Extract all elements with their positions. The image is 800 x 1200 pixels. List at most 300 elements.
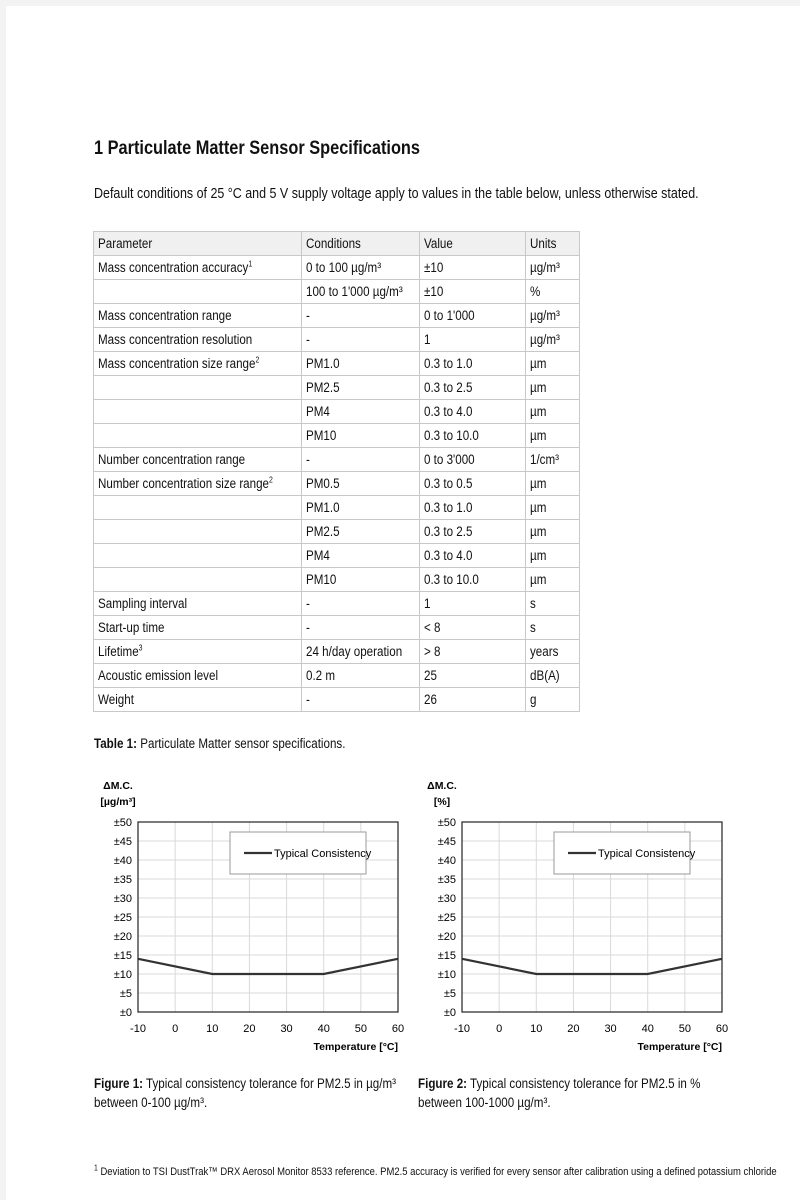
table-row <box>94 424 580 448</box>
table-cell-unit <box>525 688 579 712</box>
y-tick-label: ±5 <box>443 988 456 1000</box>
value-text <box>424 380 472 395</box>
param-text <box>98 476 273 491</box>
param-value: Mass concentration range <box>98 308 232 323</box>
value-value: 0.3 to 4.0 <box>423 404 473 419</box>
unit-value: µm <box>529 524 547 539</box>
table-cell-cond <box>302 448 419 472</box>
y-tick-label: ±45 <box>113 836 132 848</box>
table-header-cell <box>302 232 419 256</box>
x-tick-label: 50 <box>354 1023 367 1035</box>
table-cell-param <box>94 496 302 520</box>
legend-label: Typical Consistency <box>598 848 696 860</box>
x-tick-label: 60 <box>391 1023 405 1035</box>
table-row <box>94 256 580 280</box>
unit-value: 1/cm³ <box>529 452 559 467</box>
y-tick-label: ±20 <box>437 931 456 943</box>
footnote-mark: 1 <box>94 1163 98 1173</box>
cond-value: PM10 <box>306 428 337 443</box>
table-cell-unit <box>525 400 579 424</box>
section-heading: 1 Particulate Matter Sensor Specifications <box>94 138 421 159</box>
figure-2-text-line2: between 100-1000 µg/m³. <box>418 1095 551 1110</box>
table-cell-unit <box>525 616 579 640</box>
x-tick-label: -10 <box>130 1023 146 1035</box>
y-tick-label: ±35 <box>437 874 456 886</box>
header-text: Parameter <box>98 236 153 251</box>
cond-text <box>306 644 402 659</box>
param-text <box>98 332 252 347</box>
value-text <box>424 428 479 443</box>
table-cell-value <box>419 304 525 328</box>
param-value: Mass concentration accuracy <box>98 260 249 275</box>
value-value: 0.3 to 1.0 <box>423 356 473 371</box>
figure-2-caption <box>418 1074 700 1112</box>
table-row <box>94 520 580 544</box>
unit-value: µg/m³ <box>529 260 560 275</box>
table-row <box>94 448 580 472</box>
table-cell-cond <box>302 352 419 376</box>
footnote-ref: 2 <box>255 355 260 365</box>
table-cell-cond <box>302 400 419 424</box>
x-tick-label: 10 <box>530 1023 543 1035</box>
table-cell-unit <box>525 256 579 280</box>
cond-value: - <box>306 452 311 467</box>
table-cell-value <box>419 640 525 664</box>
cond-text <box>306 476 340 491</box>
cond-text <box>306 452 310 467</box>
table-row <box>94 496 580 520</box>
param-value: Mass concentration resolution <box>98 332 253 347</box>
value-value: 26 <box>423 692 437 707</box>
param-text <box>98 668 218 683</box>
y-axis-label: ΔM.C. <box>427 780 457 792</box>
cond-text <box>306 380 340 395</box>
y-tick-label: ±50 <box>113 817 132 829</box>
table-cell-param <box>94 616 302 640</box>
y-tick-label: ±35 <box>113 874 132 886</box>
unit-text <box>530 428 546 443</box>
value-value: 0.3 to 2.5 <box>423 524 473 539</box>
value-text <box>424 692 437 707</box>
x-tick-label: 30 <box>604 1023 617 1035</box>
x-tick-label: 40 <box>317 1023 330 1035</box>
figure-1-text: Typical consistency tolerance for PM2.5 in µg/m³ <box>143 1076 397 1091</box>
table-cell-unit <box>525 328 579 352</box>
table-cell-param <box>94 568 302 592</box>
table-cell-value <box>419 496 525 520</box>
x-tick-label: 10 <box>206 1023 219 1035</box>
table-cell-param <box>94 376 302 400</box>
cond-text <box>306 620 310 635</box>
table-cell-param <box>94 304 302 328</box>
unit-value: µm <box>529 356 547 371</box>
y-axis-unit: [%] <box>433 796 451 808</box>
table-cell-unit <box>525 304 579 328</box>
unit-text <box>530 596 536 611</box>
table-cell-cond <box>302 424 419 448</box>
footnote-ref: 2 <box>269 475 273 485</box>
table-cell-cond <box>302 376 419 400</box>
table-cell-param <box>94 400 302 424</box>
table-row <box>94 328 580 352</box>
header-text: Units <box>529 236 557 251</box>
cond-text <box>306 548 330 563</box>
value-value: 0.3 to 1.0 <box>423 500 473 515</box>
value-value: ±10 <box>423 260 444 275</box>
table-row <box>94 304 580 328</box>
unit-text <box>530 500 546 515</box>
header-text: Value <box>423 236 453 251</box>
table-cell-value <box>419 664 525 688</box>
table-cell-param <box>94 688 302 712</box>
cond-value: 0.2 m <box>306 668 336 683</box>
unit-value: µm <box>529 404 547 419</box>
table-cell-cond <box>302 520 419 544</box>
table-cell-value <box>419 376 525 400</box>
cond-text <box>306 572 336 587</box>
cond-value: PM10 <box>306 572 337 587</box>
table-caption-text: Particulate Matter sensor specifications. <box>137 736 346 751</box>
table-row <box>94 376 580 400</box>
figure-1-text-line2: between 0-100 µg/m³. <box>94 1095 208 1110</box>
unit-value: µm <box>529 548 547 563</box>
unit-value: µm <box>529 476 547 491</box>
unit-text <box>530 284 540 299</box>
spec-table <box>93 231 580 712</box>
unit-text <box>530 548 546 563</box>
table-header-cell <box>419 232 525 256</box>
cond-text <box>306 260 381 275</box>
param-text <box>98 620 164 635</box>
table-cell-cond <box>302 496 419 520</box>
param-value: Number concentration size range <box>98 476 270 491</box>
figure-2-text: Typical consistency tolerance for PM2.5 in % <box>467 1076 701 1091</box>
table-row <box>94 568 580 592</box>
value-text <box>424 332 430 347</box>
param-value: Weight <box>98 692 134 707</box>
table-cell-value <box>419 688 525 712</box>
unit-text <box>530 260 560 275</box>
param-text <box>98 452 245 467</box>
value-value: < 8 <box>423 620 441 635</box>
unit-value: µg/m³ <box>529 332 560 347</box>
cond-value: PM4 <box>306 404 331 419</box>
value-value: 0.3 to 0.5 <box>423 476 473 491</box>
footnote <box>94 1163 777 1178</box>
unit-value: s <box>529 596 536 611</box>
cond-text <box>306 500 340 515</box>
figure-1-label: Figure 1: <box>94 1076 144 1091</box>
value-value: 0 to 3'000 <box>423 452 475 467</box>
cond-value: PM2.5 <box>306 380 340 395</box>
table-cell-param <box>94 592 302 616</box>
value-value: 0.3 to 10.0 <box>423 428 479 443</box>
param-text <box>98 692 134 707</box>
table-header-row <box>94 232 580 256</box>
header-text: Conditions <box>306 236 362 251</box>
series-line-typical-consistency <box>462 959 722 974</box>
param-text <box>98 356 259 371</box>
unit-value: % <box>529 284 541 299</box>
table-cell-value <box>419 568 525 592</box>
value-text <box>424 476 472 491</box>
table-cell-cond <box>302 280 419 304</box>
value-text <box>424 524 472 539</box>
table-cell-value <box>419 448 525 472</box>
cond-text <box>306 356 340 371</box>
cond-text <box>306 404 330 419</box>
unit-text <box>530 404 546 419</box>
table-cell-value <box>419 424 525 448</box>
param-value: Sampling interval <box>98 596 188 611</box>
unit-text <box>530 524 546 539</box>
table-cell-param <box>94 472 302 496</box>
value-text <box>424 548 472 563</box>
footnote-text: Deviation to TSI DustTrak™ DRX Aerosol Monitor 8533 reference. PM2.5 accuracy is verified for every sensor after calibration using a defined potassium chloride <box>97 1166 777 1178</box>
table-cell-cond <box>302 688 419 712</box>
table-cell-value <box>419 592 525 616</box>
cond-value: 0 to 100 µg/m³ <box>306 260 382 275</box>
table-cell-unit <box>525 496 579 520</box>
unit-text <box>530 644 558 659</box>
table-cell-value <box>419 256 525 280</box>
table-cell-cond <box>302 592 419 616</box>
unit-value: µm <box>529 572 547 587</box>
cond-value: - <box>306 692 311 707</box>
y-tick-label: ±15 <box>113 950 132 962</box>
table-cell-cond <box>302 256 419 280</box>
table-cell-value <box>419 400 525 424</box>
table-cell-cond <box>302 472 419 496</box>
table-cell-unit <box>525 376 579 400</box>
table-cell-value <box>419 616 525 640</box>
param-value: Acoustic emission level <box>98 668 219 683</box>
value-text <box>424 500 472 515</box>
table-cell-value <box>419 472 525 496</box>
value-text <box>424 452 475 467</box>
y-tick-label: ±30 <box>113 893 132 905</box>
unit-text <box>530 380 546 395</box>
value-value: 1 <box>423 332 431 347</box>
param-text <box>98 644 142 659</box>
legend-label: Typical Consistency <box>274 848 372 860</box>
table-header-cell <box>94 232 302 256</box>
x-tick-label: 50 <box>678 1023 691 1035</box>
table-row <box>94 640 580 664</box>
table-cell-unit <box>525 472 579 496</box>
param-text <box>98 308 232 323</box>
x-tick-label: 0 <box>172 1023 179 1035</box>
unit-text <box>530 692 536 707</box>
table-row <box>94 592 580 616</box>
value-value: 0.3 to 10.0 <box>423 572 479 587</box>
footnote-ref: 1 <box>248 259 253 269</box>
table-cell-unit <box>525 568 579 592</box>
table-cell-cond <box>302 616 419 640</box>
cond-text <box>306 524 340 539</box>
footnote-ref: 3 <box>138 643 143 653</box>
y-tick-label: ±5 <box>119 988 132 1000</box>
value-text <box>424 404 472 419</box>
param-value: Mass concentration size range <box>98 356 256 371</box>
unit-text <box>530 356 546 371</box>
x-axis-label: Temperature [°C] <box>637 1041 722 1053</box>
value-text <box>424 620 440 635</box>
value-value: ±10 <box>423 284 444 299</box>
table-cell-unit <box>525 424 579 448</box>
value-text <box>424 668 437 683</box>
table-cell-value <box>419 352 525 376</box>
x-tick-label: 60 <box>715 1023 729 1035</box>
table-cell-param <box>94 640 302 664</box>
unit-value: µm <box>529 380 547 395</box>
table-cell-unit <box>525 448 579 472</box>
table-cell-param <box>94 328 302 352</box>
unit-text <box>530 572 546 587</box>
table-cell-param <box>94 448 302 472</box>
param-value: Start-up time <box>98 620 165 635</box>
unit-text <box>530 332 560 347</box>
cond-value: PM1.0 <box>306 500 340 515</box>
series-line-typical-consistency <box>138 959 398 974</box>
value-value: 0.3 to 2.5 <box>423 380 473 395</box>
table-row <box>94 352 580 376</box>
cond-value: PM2.5 <box>306 524 340 539</box>
table-row <box>94 688 580 712</box>
cond-text <box>306 692 310 707</box>
y-tick-label: ±25 <box>113 912 132 924</box>
table-cell-value <box>419 280 525 304</box>
param-value: Lifetime <box>98 644 139 659</box>
cond-text <box>306 308 310 323</box>
cond-value: 100 to 1'000 µg/m³ <box>306 284 404 299</box>
y-tick-label: ±0 <box>443 1007 456 1019</box>
table-cell-param <box>94 280 302 304</box>
unit-text <box>530 452 559 467</box>
value-text <box>424 260 443 275</box>
unit-value: µm <box>529 428 547 443</box>
table-cell-cond <box>302 328 419 352</box>
y-tick-label: ±10 <box>113 969 132 981</box>
cond-value: - <box>306 308 311 323</box>
y-tick-label: ±50 <box>437 817 456 829</box>
table-cell-unit <box>525 544 579 568</box>
table-row <box>94 664 580 688</box>
value-value: 25 <box>423 668 437 683</box>
value-text <box>424 356 472 371</box>
y-tick-label: ±15 <box>437 950 456 962</box>
table-cell-unit <box>525 280 579 304</box>
cond-value: PM0.5 <box>306 476 340 491</box>
unit-text <box>530 620 536 635</box>
cond-text <box>306 284 403 299</box>
table-cell-param <box>94 352 302 376</box>
figure-2-chart <box>414 770 754 1070</box>
unit-value: µg/m³ <box>529 308 560 323</box>
table-cell-value <box>419 520 525 544</box>
figure-2-label: Figure 2: <box>418 1076 468 1091</box>
x-tick-label: 0 <box>496 1023 503 1035</box>
x-tick-label: 20 <box>243 1023 256 1035</box>
param-text <box>98 596 187 611</box>
cond-value: - <box>306 596 311 611</box>
unit-text <box>530 476 546 491</box>
y-axis-label: ΔM.C. <box>103 780 133 792</box>
table-cell-param <box>94 544 302 568</box>
y-tick-label: ±30 <box>437 893 456 905</box>
table-cell-unit <box>525 664 579 688</box>
table-cell-unit <box>525 520 579 544</box>
param-value: Number concentration range <box>98 452 246 467</box>
x-tick-label: 30 <box>280 1023 293 1035</box>
document-page <box>6 6 800 1200</box>
y-tick-label: ±40 <box>437 855 456 867</box>
cond-value: - <box>306 620 311 635</box>
unit-text <box>530 668 560 683</box>
cond-value: 24 h/day operation <box>306 644 403 659</box>
table-cell-param <box>94 424 302 448</box>
cond-text <box>306 428 336 443</box>
figure-1-caption <box>94 1074 396 1112</box>
table-cell-cond <box>302 544 419 568</box>
cond-text <box>306 596 310 611</box>
table-cell-unit <box>525 352 579 376</box>
unit-value: g <box>529 692 537 707</box>
table-cell-param <box>94 256 302 280</box>
y-tick-label: ±25 <box>437 912 456 924</box>
value-value: 1 <box>423 596 431 611</box>
cond-text <box>306 332 310 347</box>
figure-1-chart <box>90 770 430 1070</box>
y-tick-label: ±0 <box>119 1007 132 1019</box>
unit-value: µm <box>529 500 547 515</box>
intro-paragraph: Default conditions of 25 °C and 5 V supply voltage apply to values in the table below, unless otherwise stated. <box>94 186 699 202</box>
y-tick-label: ±45 <box>437 836 456 848</box>
value-text <box>424 284 443 299</box>
x-tick-label: 40 <box>641 1023 654 1035</box>
cond-text <box>306 668 335 683</box>
unit-value: dB(A) <box>529 668 560 683</box>
x-tick-label: 20 <box>567 1023 580 1035</box>
cond-value: PM1.0 <box>306 356 340 371</box>
unit-text <box>530 308 560 323</box>
cond-value: PM4 <box>306 548 331 563</box>
table-cell-param <box>94 664 302 688</box>
table-row <box>94 400 580 424</box>
table-cell-unit <box>525 592 579 616</box>
table-cell-param <box>94 520 302 544</box>
table-row <box>94 280 580 304</box>
cond-value: - <box>306 332 311 347</box>
unit-value: s <box>529 620 536 635</box>
table-cell-value <box>419 328 525 352</box>
x-tick-label: -10 <box>454 1023 470 1035</box>
table-cell-cond <box>302 568 419 592</box>
unit-value: years <box>529 644 559 659</box>
value-value: > 8 <box>423 644 441 659</box>
table-caption-label: Table 1: <box>94 736 138 751</box>
param-text <box>98 260 252 275</box>
x-axis-label: Temperature [°C] <box>313 1041 398 1053</box>
table-cell-cond <box>302 640 419 664</box>
value-value: 0 to 1'000 <box>423 308 475 323</box>
y-tick-label: ±40 <box>113 855 132 867</box>
y-axis-unit: [µg/m³] <box>100 796 136 808</box>
y-tick-label: ±10 <box>437 969 456 981</box>
table-cell-value <box>419 544 525 568</box>
table-row <box>94 544 580 568</box>
value-text <box>424 644 440 659</box>
